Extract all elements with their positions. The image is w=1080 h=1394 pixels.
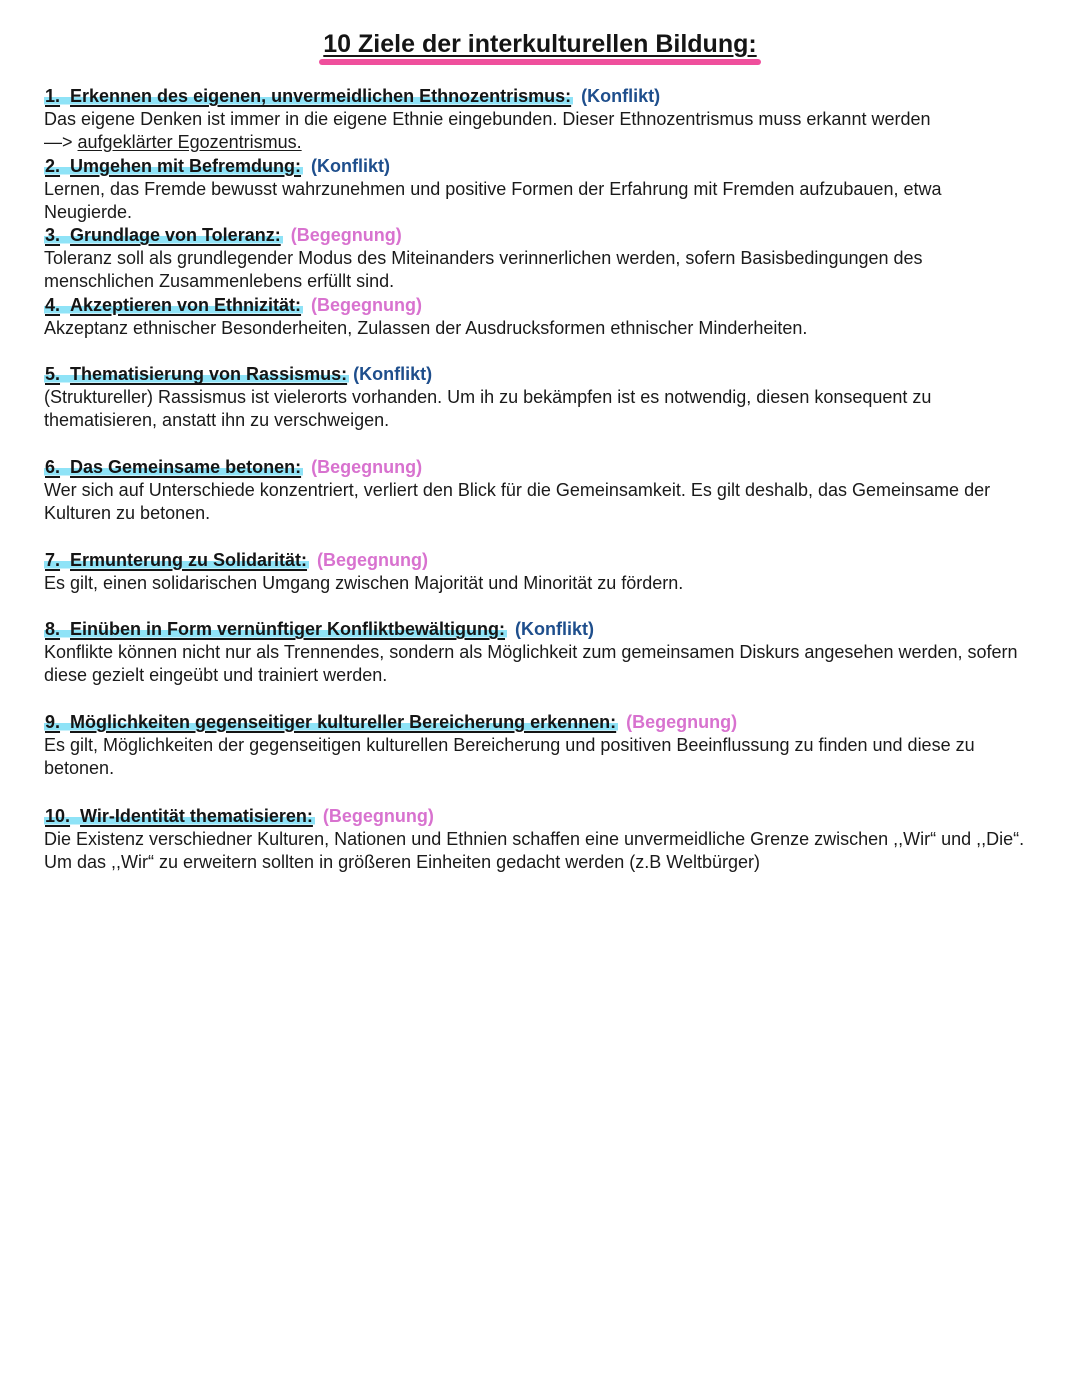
goal-body-text: Die Existenz verschiedner Kulturen, Nationen und Ethnien schaffen eine unvermeidliche Grenze zwischen ,,Wir“ und ,,Die“. Um das ,,Wir“ zu erweitern sollten in größeren Einheiten gedacht werden (z.B Weltbürger)	[44, 828, 1025, 872]
goal-heading-row	[44, 294, 1034, 317]
goal-number: 9.	[45, 711, 61, 732]
goal-number: 6.	[45, 456, 61, 477]
goal-body-text: Es gilt, einen solidarischen Umgang zwischen Majorität und Minorität zu fördern.	[44, 572, 684, 593]
goal-item-6	[44, 456, 1034, 549]
goal-tag-konflikt: (Konflikt)	[353, 364, 433, 385]
goal-heading-text: Akzeptieren von Ethnizität:	[70, 294, 302, 315]
goal-number: 8.	[45, 619, 61, 640]
goal-body-text: (Struktureller) Rassismus ist vielerorts vorhanden. Um ih zu bekämpfen ist es notwendig, diesen konsequent zu thematisieren, anstatt ihn zu verschweigen.	[44, 387, 932, 431]
goal-number: 2.	[45, 155, 61, 176]
goal-number: 5.	[45, 364, 61, 385]
page-title-wrapper	[0, 30, 1080, 65]
goal-heading-row	[44, 85, 1034, 108]
goal-body-text: Lernen, das Fremde bewusst wahrzunehmen und positive Formen der Erfahrung mit Fremden aufzubauen, etwa Neugierde.	[44, 178, 942, 222]
goal-tag-begegnung: (Begegnung)	[317, 549, 429, 570]
goal-body-text: Toleranz soll als grundlegender Modus des Miteinanders verinnerlichen werden, sofern Basisbedingungen des menschlichen Zusammenlebens erfüllt sind.	[44, 248, 923, 292]
goal-number: 3.	[45, 225, 61, 246]
goal-heading	[44, 364, 349, 384]
goal-heading-row	[44, 363, 1034, 386]
goal-heading-text: Erkennen des eigenen, unvermeidlichen Ethnozentrismus:	[70, 86, 572, 106]
goals-list	[44, 85, 1034, 874]
goal-item-5	[44, 363, 1034, 456]
goal-heading	[44, 86, 573, 106]
arrow-symbol: —>	[44, 132, 73, 152]
goal-tag-begegnung: (Begegnung)	[311, 456, 423, 477]
goal-heading	[44, 295, 303, 315]
goal-item-9	[44, 711, 1034, 805]
goal-heading-row	[44, 805, 1034, 828]
goal-tag-konflikt: (Konflikt)	[311, 155, 391, 176]
goal-heading-row	[44, 549, 1034, 572]
goal-number: 7.	[45, 549, 61, 570]
goal-tag-begegnung: (Begegnung)	[311, 294, 423, 315]
goal-heading-row	[44, 155, 1034, 178]
goal-heading-text: Das Gemeinsame betonen:	[70, 456, 302, 477]
goal-body-underlined-term: aufgeklärter Egozentrismus.	[77, 132, 302, 152]
goal-heading	[44, 225, 283, 245]
goal-number: 1.	[45, 86, 61, 106]
page-title: 10 Ziele der interkulturellen Bildung:	[319, 30, 760, 65]
goal-heading-row	[44, 711, 1034, 734]
goal-heading-row	[44, 618, 1034, 641]
goal-body	[44, 108, 1034, 154]
goal-heading	[44, 806, 315, 826]
goal-tag-konflikt: (Konflikt)	[581, 86, 661, 106]
goal-body-text: Konflikte können nicht nur als Trennendes, sondern als Möglichkeit zum gemeinsamen Diskurs angesehen werden, sofern diese gezielt eingeübt und trainiert werden.	[44, 642, 1018, 686]
goal-item-3	[44, 224, 1034, 294]
goal-heading-row	[44, 456, 1034, 479]
goal-heading-text: Einüben in Form vernünftiger Konfliktbewältigung:	[70, 619, 506, 640]
goal-heading-text: Grundlage von Toleranz:	[70, 225, 281, 246]
goal-heading-text: Umgehen mit Befremdung:	[70, 155, 302, 176]
goal-item-1	[44, 85, 1034, 155]
goal-heading	[44, 712, 618, 732]
goal-number: 10.	[45, 805, 71, 826]
goal-number: 4.	[45, 294, 61, 315]
goal-heading-row	[44, 224, 1034, 247]
goal-tag-begegnung: (Begegnung)	[322, 805, 434, 826]
goal-item-4	[44, 294, 1034, 364]
goal-heading	[44, 619, 507, 639]
goal-item-2	[44, 155, 1034, 225]
goal-body-text: Es gilt, Möglichkeiten der gegenseitigen kulturellen Bereicherung und positiven Beeinflussung zu finden und diese zu betonen.	[44, 734, 975, 778]
goal-heading	[44, 156, 303, 176]
goal-heading-text: Wir-Identität thematisieren:	[80, 805, 313, 826]
goal-item-8	[44, 618, 1034, 711]
goal-heading-text: Ermunterung zu Solidarität:	[70, 549, 308, 570]
goal-heading	[44, 457, 303, 477]
goal-body-text: Wer sich auf Unterschiede konzentriert, verliert den Blick für die Gemeinsamkeit. Es gilt deshalb, das Gemeinsame der Kulturen zu betonen.	[44, 479, 991, 523]
goal-heading-text: Möglichkeiten gegenseitiger kultureller Bereicherung erkennen:	[70, 711, 617, 732]
goal-body-text: Akzeptanz ethnischer Besonderheiten, Zulassen der Ausdrucksformen ethnischer Minderheiten.	[44, 317, 808, 338]
goal-item-7	[44, 549, 1034, 619]
goal-tag-begegnung: (Begegnung)	[290, 225, 402, 246]
goal-tag-konflikt: (Konflikt)	[515, 619, 594, 640]
goal-item-10	[44, 805, 1034, 875]
goal-heading	[44, 550, 309, 570]
goal-heading-text: Thematisierung von Rassismus:	[70, 364, 348, 385]
goal-body-text: Das eigene Denken ist immer in die eigene Ethnie eingebunden. Dieser Ethnozentrismus muss erkannt werden	[44, 109, 931, 129]
goal-tag-begegnung: (Begegnung)	[626, 711, 738, 732]
